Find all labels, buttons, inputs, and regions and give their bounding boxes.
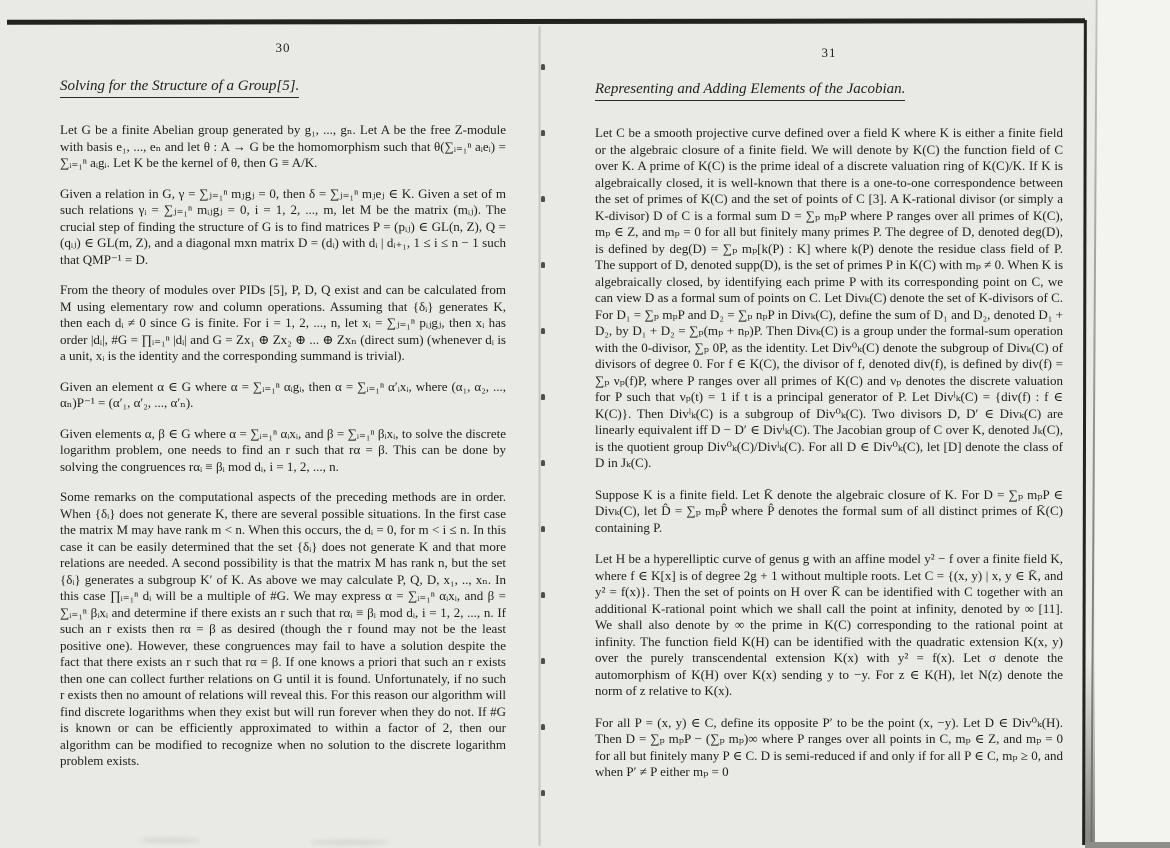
paragraph: Let G be a finite Abelian group generated by g₁, ..., gₙ. Let A be the free Z-module with basis e₁, ..., eₙ and let θ : A → G be the homomorphism such that θ(∑ᵢ₌₁ⁿ aᵢeᵢ) = ∑ᵢ₌₁ⁿ aᵢgᵢ. Let K be the kernel of θ, then G ≡ A/K.	[60, 122, 506, 170]
right-page	[595, 45, 1063, 796]
paragraph: From the theory of modules over PIDs [5], P, D, Q exist and can be calculated from M using elementary row and column operations. Assuming that {δᵢ} generates K, then each dᵢ ≠ 0 since G is finite. For i = 1, 2, ..., n, let xᵢ = ∑ⱼ₌₁ⁿ pᵢⱼgⱼ, then xᵢ has order |dᵢ|, #G = ∏ᵢ₌₁ⁿ |dᵢ| and G = Zx₁ ⊕ Zx₂ ⊕ ... ⊕ Zxₙ (direct sum) (whenever dᵢ is a unit, xᵢ is the identity and the corresponding summand is trivial).	[60, 282, 506, 363]
paragraph: For all P = (x, y) ∈ C, define its opposite P′ to be the point (x, −y). Let D ∈ Div⁰ₖ(H). Then D = ∑ₚ mₚP − (∑ₚ mₚ)∞ where P ranges over all points in C, mₚ ∈ Z, and mₚ = 0 for all but finitely many P ∈ C. D is semi-reduced if and only if for all P ∈ C, mₚ ≥ 0, and when P′ ≠ P either mₚ = 0	[595, 714, 1063, 779]
paragraph: Let C be a smooth projective curve defined over a field K where K is either a finite field or the algebraic closure of a finite field. We will denote by K(C) the function field of C over K. A prime of K(C) is the prime ideal of a discrete valuation ring of K(C)/K. If K is algebraically closed, it is well-known that there is a one-to-one correspondence between the set of primes of K(C) and the set of points of C [3]. A K-rational divisor (or simply a K-divisor) D of C is a formal sum D = ∑ₚ mₚP where P ranges over all primes of K(C), mₚ ∈ Z, and mₚ = 0 for all but finitely many primes P. The degree of D, denoted deg(D), is defined by deg(D) = ∑ₚ mₚ[k(P) : K] where k(P) denote the residue class field of P. The support of D, denoted supp(D), is the set of primes P in K(C) with mₚ ≠ 0. When K is algebraically closed, by identifying each prime P with its corresponding point on C, we can view D as a formal sum of points on C. Let Divₖ(C) denote the set of K-divisors of C. For D₁ = ∑ₚ mₚP and D₂ = ∑ₚ nₚP in Divₖ(C), define the sum of D₁ and D₂, denoted D₁ + D₂, by D₁ + D₂ = ∑ₚ(mₚ + nₚ)P. Then Divₖ(C) is a group under the formal-sum operation with the 0-divisor, ∑ₚ 0P, as the identity. Let Div⁰ₖ(C) denote the subgroup of Divₖ(C) of divisors of degree 0. For f ∈ K(C), the divisor of f, denoted div(f), is defined by div(f) = ∑ₚ νₚ(f)P, where P ranges over all primes of K(C) and νₚ denotes the discrete valuation for P such that νₚ(t) = 1 if t is a principal generator of P. Let Divˡₖ(C) = {div(f) : f ∈ K(C)}. Then Divˡₖ(C) is a subgroup of Div⁰ₖ(C). Two divisors D, D′ ∈ Divₖ(C) are linearly equivalent iff D − D′ ∈ Divˡₖ(C). The Jacobian group of C over K, denoted Jₖ(C), is the quotient group Div⁰ₖ(C)/Divˡₖ(C). For all D ∈ Div⁰ₖ(C), let [D] denote the class of D in Jₖ(C).	[595, 125, 1063, 470]
section-heading-right: Representing and Adding Elements of the Jacobian.	[595, 81, 1063, 101]
binding-mark	[541, 592, 545, 598]
binding-mark	[541, 196, 545, 202]
binding-mark	[541, 526, 545, 532]
binding-mark	[541, 328, 545, 334]
paragraph: Let H be a hyperelliptic curve of genus g with an affine model y² − f over a finite field K, where f ∈ K[x] is of degree 2g + 1 without multiple roots. Let C = {(x, y) | x, y ∈ K̄, and y² = f(x)}. Then the set of points on H over K̄ can be identified with C together with an additional K-rational point which we shall call the point at infinity, denoted by ∞ [11]. We shall also denote by ∞ the prime in K(C) corresponding to the rational point at infinity. The function field K(H) can be identified with the quadratic extension K(x, y) over the purely transcendental extension K(x) with y² = f(x). Let σ denote the automorphism of K(H) over K(x) sending y to −y. For z ∈ K(H), let N(z) denote the norm of z relative to K(x).	[595, 551, 1063, 698]
page-edge-strip	[1095, 0, 1170, 848]
binding-mark	[541, 394, 545, 400]
binding-mark	[541, 790, 545, 796]
left-page	[60, 40, 506, 784]
bottom-edge-bar	[1085, 842, 1170, 848]
paragraph: Given an element α ∈ G where α = ∑ᵢ₌₁ⁿ αᵢgᵢ, then α = ∑ᵢ₌₁ⁿ α′ᵢxᵢ, where (α₁, α₂, ..., αₙ)P⁻¹ = (α′₁, α′₂, ..., α′ₙ).	[60, 378, 506, 410]
scan-smudge	[310, 840, 390, 845]
right-page-body	[595, 125, 1063, 781]
binding-mark	[541, 460, 545, 466]
left-page-body	[60, 122, 506, 770]
photocopy-top-rule	[7, 18, 1085, 25]
paragraph: Some remarks on the computational aspects of the preceding methods are in order. When {δᵢ} does not generate K, there are several possible situations. In the first case the matrix M may have rank m < n. When this occurs, the dᵢ = 0, for m < i ≤ n. In this case it can be easily determined that the set {δᵢ} does not generate K and that more relations are needed. A second possibility is that the matrix M has rank n, but the set {δᵢ} generates a subgroup K′ of K. As above we may calculate P, Q, D, x₁, .., xₙ. In this case ∏ᵢ₌₁ⁿ dᵢ will be a multiple of #G. We may express α = ∑ᵢ₌₁ⁿ αᵢxᵢ, and β = ∑ᵢ₌₁ⁿ βᵢxᵢ and determine if there exists an r such that rαᵢ ≡ βᵢ mod dᵢ, i = 1, 2, ..., n. If such an r exists then rα = β as desired (though the r found may not be the least positive one). However, these congruences may fail to have a solution despite the fact that there exists an r such that rα = β. If one knows a priori that such an r exists then one can collect further relations on G until it is found. Unfortunately, if no such r exists then no amount of relations will reveal this. For this reason our algorithm will find discrete logarithms when they exist but will run forever when they do not. If #G is known or can be efficiently approximated to within a factor of 2, then our algorithm can be modified to recognize when no solution to the discrete logarithm problem exists.	[60, 489, 506, 768]
scan-smudge	[140, 838, 200, 843]
binding-mark	[541, 262, 545, 268]
page-number-left: 30	[275, 40, 291, 55]
page-number-right: 31	[821, 45, 837, 60]
binding-mark	[541, 658, 545, 664]
paragraph: Given elements α, β ∈ G where α = ∑ᵢ₌₁ⁿ αᵢxᵢ, and β = ∑ᵢ₌₁ⁿ βᵢxᵢ, to solve the discrete logarithm problem, one needs to find an r such that rα = β. This can be done by solving the congruences rαᵢ ≡ βᵢ mod dᵢ, i = 1, 2, ..., n.	[60, 425, 506, 474]
book-gutter-shadow	[538, 26, 541, 846]
section-heading-left: Solving for the Structure of a Group[5].	[60, 78, 506, 98]
paragraph: Suppose K is a finite field. Let K̄ denote the algebraic closure of K. For D = ∑ₚ mₚP ∈ Divₖ(C), let D̂ = ∑ₚ mₚP̂ where P̂ denotes the formal sum of all distinct primes of K̄(C) containing P.	[595, 486, 1063, 535]
binding-mark	[541, 724, 545, 730]
binding-mark	[541, 130, 545, 136]
paragraph: Given a relation in G, γ = ∑ⱼ₌₁ⁿ mⱼgⱼ = 0, then δ = ∑ⱼ₌₁ⁿ mⱼeⱼ ∈ K. Given a set of m such relations γᵢ = ∑ⱼ₌₁ⁿ mᵢⱼgⱼ = 0, i = 1, 2, ..., m, let M be the matrix (mᵢⱼ). The crucial step of finding the structure of G is to find matrices P = (pᵢⱼ) ∈ GL(n, Z), Q = (qᵢⱼ) ∈ GL(m, Z), and a diagonal mxn matrix D = (dᵢ) with dᵢ | dᵢ₊₁, 1 ≤ i ≤ n − 1 such that QMP⁻¹ = D.	[60, 185, 506, 267]
binding-mark	[541, 64, 545, 70]
